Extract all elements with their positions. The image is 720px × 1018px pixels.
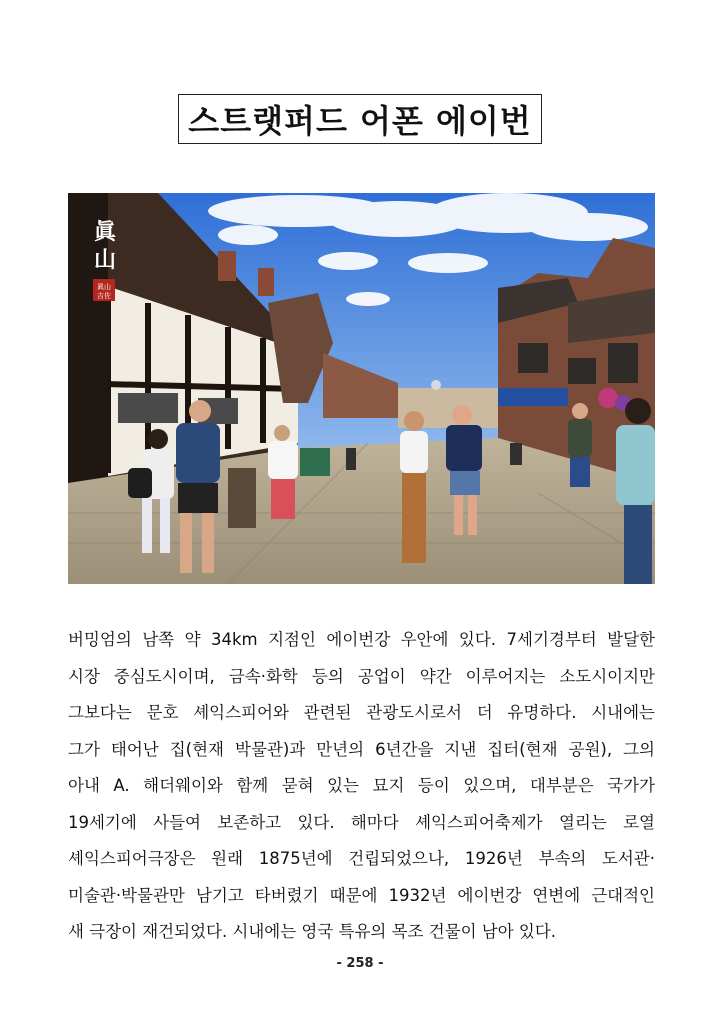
body-line: 아내 A. 해더웨이와 함께 묻혀 있는 묘지 등이 있으며, 대부분은 국가가 [68,776,655,795]
svg-text:眞山: 眞山 [97,283,111,291]
body-line: 새 극장이 재건되었다. 시내에는 영국 특유의 목조 건물이 남아 있다. [68,922,557,941]
street-photo [68,193,655,584]
svg-text:眞: 眞 [94,219,117,245]
svg-text:吉佐: 吉佐 [97,292,111,300]
body-line: 그보다는 문호 셰익스피어와 관련된 관광도시로서 더 유명하다. 시내에는 [68,703,655,722]
body-line: 19세기에 사들여 보존하고 있다. 해마다 셰익스피어축제가 열리는 로열 [68,812,655,832]
body-line: 미술관·박물관만 남기고 타버렸기 때문에 1932년 에이번강 연변에 근대적인 [68,885,655,905]
page-title: 스트랫퍼드 어폰 에이번 [178,94,542,144]
seal-mark [93,219,117,301]
body-line: 시장 중심도시이며, 금속·화학 등의 공업이 약간 이루어지는 소도시이지만 [68,666,655,686]
body-line: 그가 태어난 집(현재 박물관)과 만년의 6년간을 지낸 집터(현재 공원), 그의 [68,739,655,759]
body-paragraph [68,622,655,951]
page-number: - 258 - [336,956,384,971]
body-line: 버밍엄의 남쪽 약 34km 지점인 에이번강 우안에 있다. 7세기경부터 발달한 [68,630,655,649]
body-line: 셰익스피어극장은 원래 1875년에 건립되었으나, 1926년 부속의 도서관· [68,849,655,868]
svg-text:山: 山 [94,247,117,273]
